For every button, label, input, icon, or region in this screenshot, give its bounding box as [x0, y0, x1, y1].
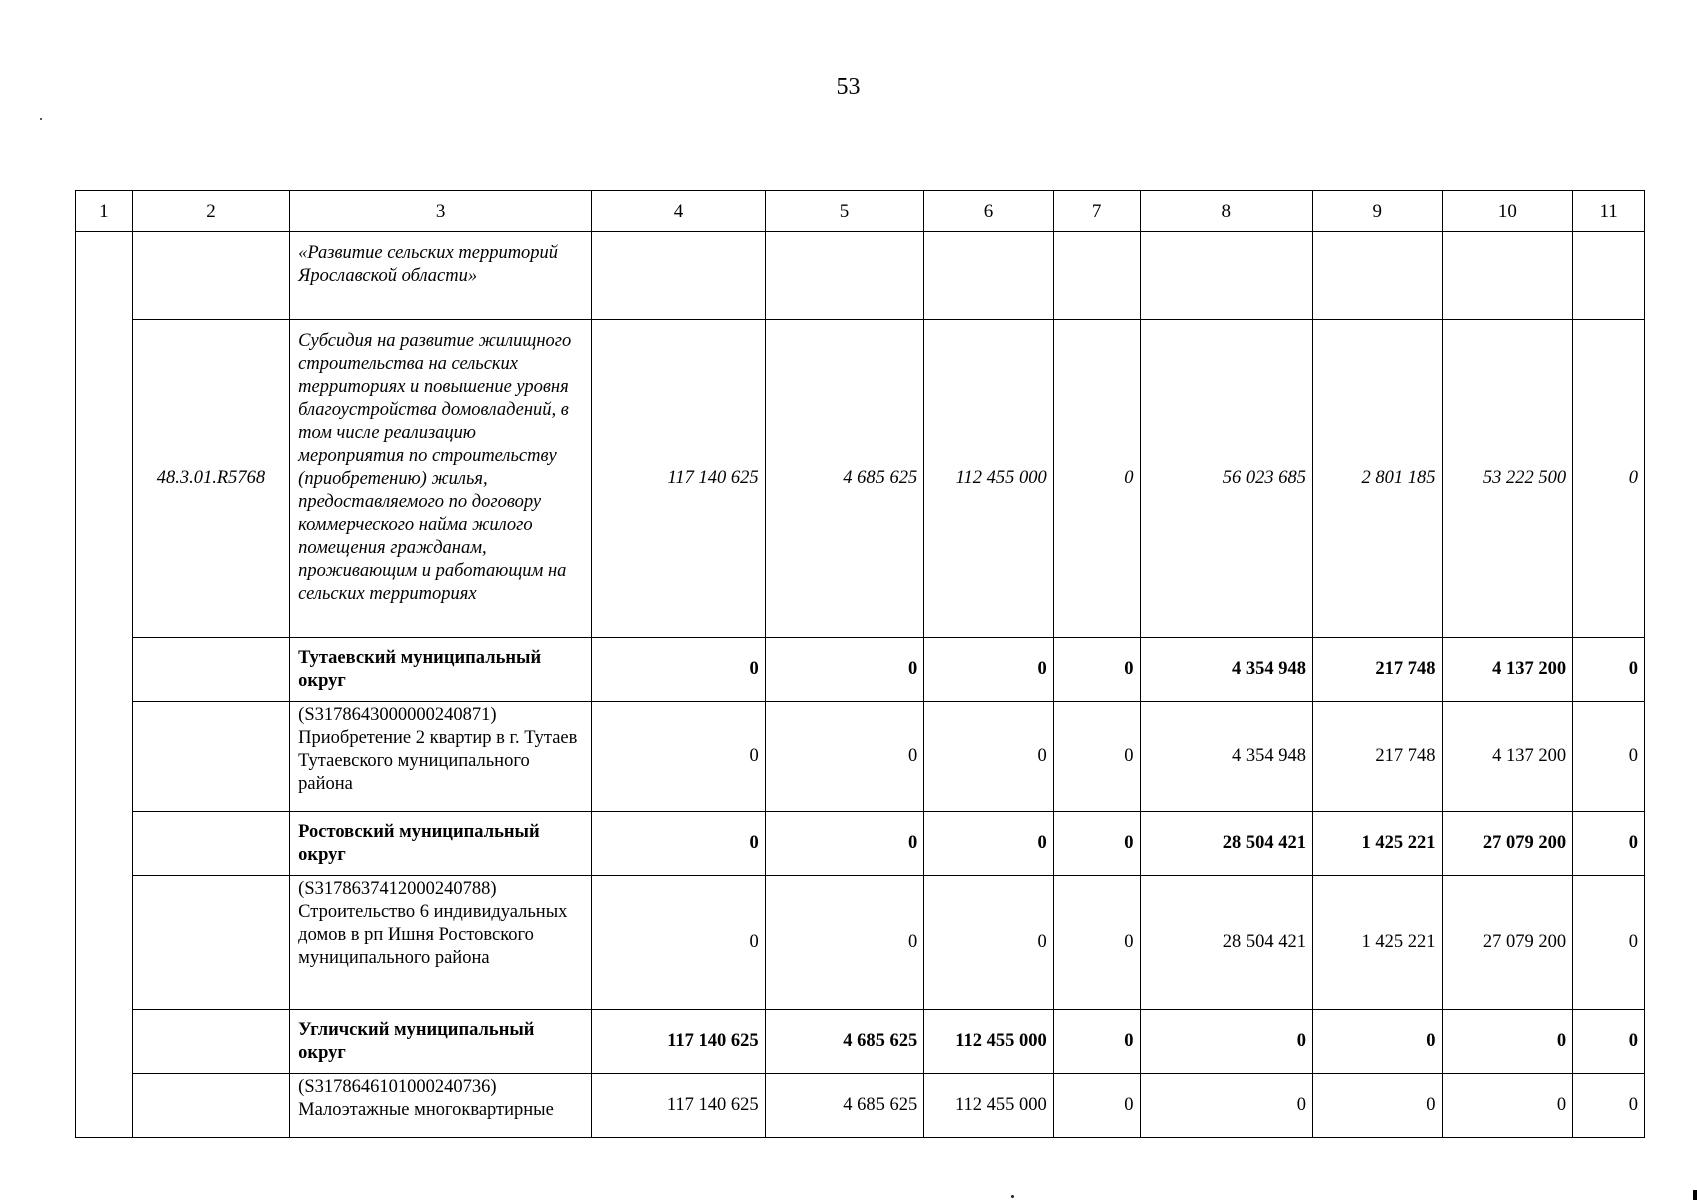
code-cell [132, 1074, 289, 1138]
value-cell: 0 [1573, 1074, 1645, 1138]
value-cell [1442, 232, 1573, 320]
value-cell: 0 [924, 702, 1054, 812]
code-cell: 48.3.01.R5768 [132, 320, 289, 638]
value-cell: 112 455 000 [924, 320, 1054, 638]
value-cell: 0 [592, 638, 766, 702]
value-cell: 4 354 948 [1140, 702, 1312, 812]
value-cell: 0 [765, 638, 924, 702]
budget-table [75, 190, 1645, 1138]
value-cell: 0 [1573, 1010, 1645, 1074]
column-number: 3 [290, 191, 592, 232]
column-number: 6 [924, 191, 1054, 232]
value-cell: 0 [1053, 876, 1140, 1010]
value-cell: 0 [1053, 638, 1140, 702]
value-cell: 0 [1053, 702, 1140, 812]
value-cell: 0 [765, 876, 924, 1010]
value-cell: 0 [1140, 1010, 1312, 1074]
value-cell [1312, 232, 1442, 320]
value-cell: 0 [765, 812, 924, 876]
scan-edge-mark [1693, 1190, 1697, 1200]
value-cell [1573, 232, 1645, 320]
column-number: 9 [1312, 191, 1442, 232]
value-cell: 117 140 625 [592, 1074, 766, 1138]
code-cell [132, 638, 289, 702]
code-cell [132, 1010, 289, 1074]
code-cell [132, 232, 289, 320]
name-cell: Тутаевский муниципальный округ [290, 638, 592, 702]
value-cell [924, 232, 1054, 320]
value-cell: 4 685 625 [765, 320, 924, 638]
value-cell: 217 748 [1312, 638, 1442, 702]
code-cell [132, 702, 289, 812]
column-number: 8 [1140, 191, 1312, 232]
value-cell: 0 [1573, 638, 1645, 702]
value-cell: 56 023 685 [1140, 320, 1312, 638]
column-number: 7 [1053, 191, 1140, 232]
value-cell: 0 [765, 702, 924, 812]
value-cell: 0 [1312, 1010, 1442, 1074]
row-number-cell [76, 232, 133, 1138]
name-cell: Субсидия на развитие жилищного строительства на сельских территориях и повышение уровня благоустройства домовладений, в том числе реализацию мероприятия по строительству (приобретению) жилья, предоставляемого по договору коммерческого найма жилого помещения гражданам, проживающим и работающим на сельских территориях [290, 320, 592, 638]
value-cell: 0 [1140, 1074, 1312, 1138]
value-cell [592, 232, 766, 320]
table-row-district [76, 1010, 1645, 1074]
value-cell: 4 137 200 [1442, 702, 1573, 812]
table-row-program-title [76, 232, 1645, 320]
value-cell: 27 079 200 [1442, 812, 1573, 876]
scan-speck [1011, 1195, 1014, 1198]
scan-speck [40, 118, 42, 120]
value-cell: 0 [924, 812, 1054, 876]
value-cell: 28 504 421 [1140, 812, 1312, 876]
value-cell: 0 [1442, 1010, 1573, 1074]
name-cell: Угличский муниципальный округ [290, 1010, 592, 1074]
value-cell: 0 [1573, 876, 1645, 1010]
value-cell: 0 [1053, 1074, 1140, 1138]
table-row-district [76, 638, 1645, 702]
page-number: 53 [836, 74, 861, 100]
table-row-object [76, 1074, 1645, 1138]
table-row-object [76, 702, 1645, 812]
value-cell [1140, 232, 1312, 320]
column-number: 2 [132, 191, 289, 232]
value-cell: 0 [592, 876, 766, 1010]
value-cell: 0 [1573, 320, 1645, 638]
value-cell [1053, 232, 1140, 320]
column-number: 1 [76, 191, 133, 232]
value-cell: 1 425 221 [1312, 812, 1442, 876]
name-cell: (S3178637412000240788) Строительство 6 индивидуальных домов в рп Ишня Ростовского муниципального района [290, 876, 592, 1010]
column-number: 10 [1442, 191, 1573, 232]
value-cell: 0 [1312, 1074, 1442, 1138]
column-number: 5 [765, 191, 924, 232]
value-cell: 217 748 [1312, 702, 1442, 812]
name-cell: (S3178646101000240736) Малоэтажные многоквартирные [290, 1074, 592, 1138]
code-cell [132, 876, 289, 1010]
value-cell: 117 140 625 [592, 1010, 766, 1074]
value-cell: 112 455 000 [924, 1074, 1054, 1138]
value-cell: 1 425 221 [1312, 876, 1442, 1010]
value-cell: 0 [1053, 1010, 1140, 1074]
value-cell: 4 685 625 [765, 1074, 924, 1138]
table-row-district [76, 812, 1645, 876]
value-cell: 117 140 625 [592, 320, 766, 638]
name-cell: (S3178643000000240871) Приобретение 2 квартир в г. Тутаев Тутаевского муниципального района [290, 702, 592, 812]
value-cell: 4 685 625 [765, 1010, 924, 1074]
value-cell: 2 801 185 [1312, 320, 1442, 638]
value-cell: 0 [1053, 812, 1140, 876]
column-number-row [76, 191, 1645, 232]
value-cell: 27 079 200 [1442, 876, 1573, 1010]
value-cell: 0 [1573, 812, 1645, 876]
value-cell: 0 [924, 876, 1054, 1010]
value-cell: 112 455 000 [924, 1010, 1054, 1074]
code-cell [132, 812, 289, 876]
value-cell [765, 232, 924, 320]
table-row-subsidy [76, 320, 1645, 638]
name-cell: «Развитие сельских территорий Ярославской области» [290, 232, 592, 320]
value-cell: 4 354 948 [1140, 638, 1312, 702]
value-cell: 0 [924, 638, 1054, 702]
name-cell: Ростовский муниципальный округ [290, 812, 592, 876]
value-cell: 0 [1442, 1074, 1573, 1138]
value-cell: 28 504 421 [1140, 876, 1312, 1010]
value-cell: 4 137 200 [1442, 638, 1573, 702]
table-row-object [76, 876, 1645, 1010]
value-cell: 53 222 500 [1442, 320, 1573, 638]
value-cell: 0 [1053, 320, 1140, 638]
column-number: 11 [1573, 191, 1645, 232]
value-cell: 0 [592, 812, 766, 876]
value-cell: 0 [1573, 702, 1645, 812]
value-cell: 0 [592, 702, 766, 812]
column-number: 4 [592, 191, 766, 232]
